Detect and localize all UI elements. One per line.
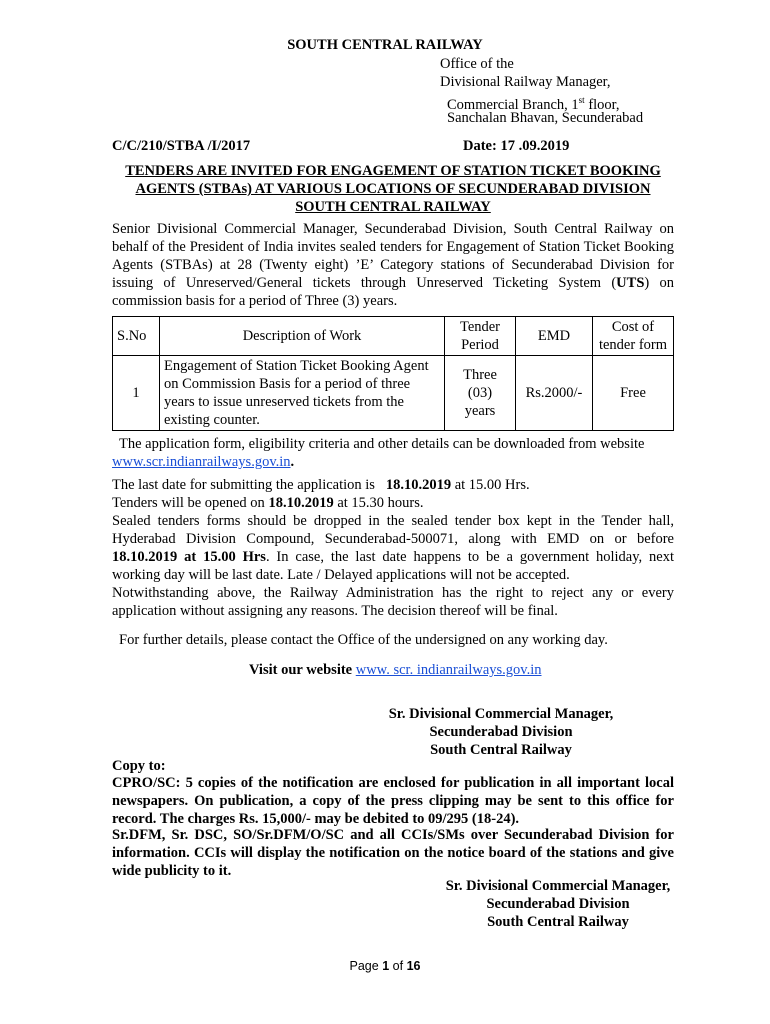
copy-to-officials: Sr.DFM, Sr. DSC, SO/Sr.DFM/O/SC and all CCIs/SMs over Secunderabad Division for information. CCIs will display the notification on the notice board of the stations and give wide publicity to it. [112, 827, 674, 879]
signature-2-railway: South Central Railway [487, 914, 629, 930]
address-line-4: Sanchalan Bhavan, Secunderabad [447, 110, 644, 126]
signature-2-title: Sr. Divisional Commercial Manager, [445, 878, 671, 894]
signature-2-division: Secunderabad Division [486, 896, 630, 912]
address-line-1: Office of the [440, 56, 514, 72]
reference-date: Date: 17 .09.2019 [463, 138, 570, 154]
last-date-line: The last date for submitting the application is 18.10.2019 at 15.00 Hrs. [112, 477, 530, 493]
page-number: Page 1 of 16 [349, 959, 421, 973]
download-paragraph: The application form, eligibility criteria and other details can be downloaded from website www.scr.indianrailways.gov.in. [112, 436, 645, 470]
header-emd: EMD [516, 317, 593, 356]
further-details-line: For further details, please contact the Office of the undersigned on any working day. [119, 632, 608, 648]
website-link[interactable]: www.scr.indianrailways.gov.in [112, 454, 291, 470]
visit-website-line: Visit our website www. scr. indianrailways.gov.in [249, 662, 542, 678]
signature-1-railway: South Central Railway [430, 742, 572, 758]
intro-paragraph: Senior Divisional Commercial Manager, Secunderabad Division, South Central Railway on behalf of the President of India invites sealed tenders for Engagement of Station Ticket Booking Agents (STBAs) at 28 (Twenty eight) ’E’ Category stations of Secunderabad Division for issuing of Unreserved/General tickets through Unreserved Ticketing System (UTS) on commission basis for a period of Three (3) years. [112, 221, 674, 309]
header-tender-period: Tender Period [445, 317, 516, 356]
row-tender-period: Three (03) years [445, 356, 516, 431]
title-line-2: AGENTS (STBAs) AT VARIOUS LOCATIONS OF SECUNDERABAD DIVISION [135, 181, 651, 197]
row-description: Engagement of Station Ticket Booking Agent on Commission Basis for a period of three years to issue unreserved tickets from the existing counter. [160, 356, 445, 431]
title-line-3: SOUTH CENTRAL RAILWAY [295, 199, 491, 215]
visit-website-link[interactable]: www. scr. indianrailways.gov.in [355, 662, 542, 678]
reference-number: C/C/210/STBA /I/2017 [112, 138, 251, 154]
header-cost: Cost of tender form [593, 317, 674, 356]
signature-1-title: Sr. Divisional Commercial Manager, [388, 706, 614, 722]
tender-table [112, 316, 674, 431]
signature-1-division: Secunderabad Division [429, 724, 573, 740]
copy-to-label: Copy to: [112, 758, 166, 774]
address-line-2: Divisional Railway Manager, [440, 74, 611, 90]
opening-date-line: Tenders will be opened on 18.10.2019 at 15.30 hours. [112, 495, 424, 511]
row-cost: Free [593, 356, 674, 431]
notwithstanding-paragraph: Notwithstanding above, the Railway Administration has the right to reject any or every application without assigning any reasons. The decision thereof will be final. [112, 585, 674, 619]
header-sno: S.No [113, 317, 160, 356]
title-line-1: TENDERS ARE INVITED FOR ENGAGEMENT OF STATION TICKET BOOKING [125, 163, 661, 179]
copy-to-cpro: CPRO/SC: 5 copies of the notification are enclosed for publication in all important local newspapers. On publication, a copy of the press clipping may be sent to this office for record. The charges Rs. 15,000/- may be debited to 09/295 (18-24). [112, 775, 674, 827]
organization-name: SOUTH CENTRAL RAILWAY [287, 37, 483, 53]
row-emd: Rs.2000/- [516, 356, 593, 431]
row-sno: 1 [113, 356, 160, 431]
table-header-row [113, 317, 674, 356]
header-description: Description of Work [160, 317, 445, 356]
table-row [113, 356, 674, 431]
sealed-tenders-paragraph: Sealed tenders forms should be dropped in the sealed tender box kept in the Tender hall, Hyderabad Division Compound, Secunderabad-500071, along with EMD on or before 18.10.2019 at 15.00 Hrs. In case, the last date happens to be a government holiday, next working day will be last date. Late / Delayed applications will not be accepted. [112, 513, 675, 583]
address-line-3: Commercial Branch, 1st floor, [447, 95, 620, 113]
